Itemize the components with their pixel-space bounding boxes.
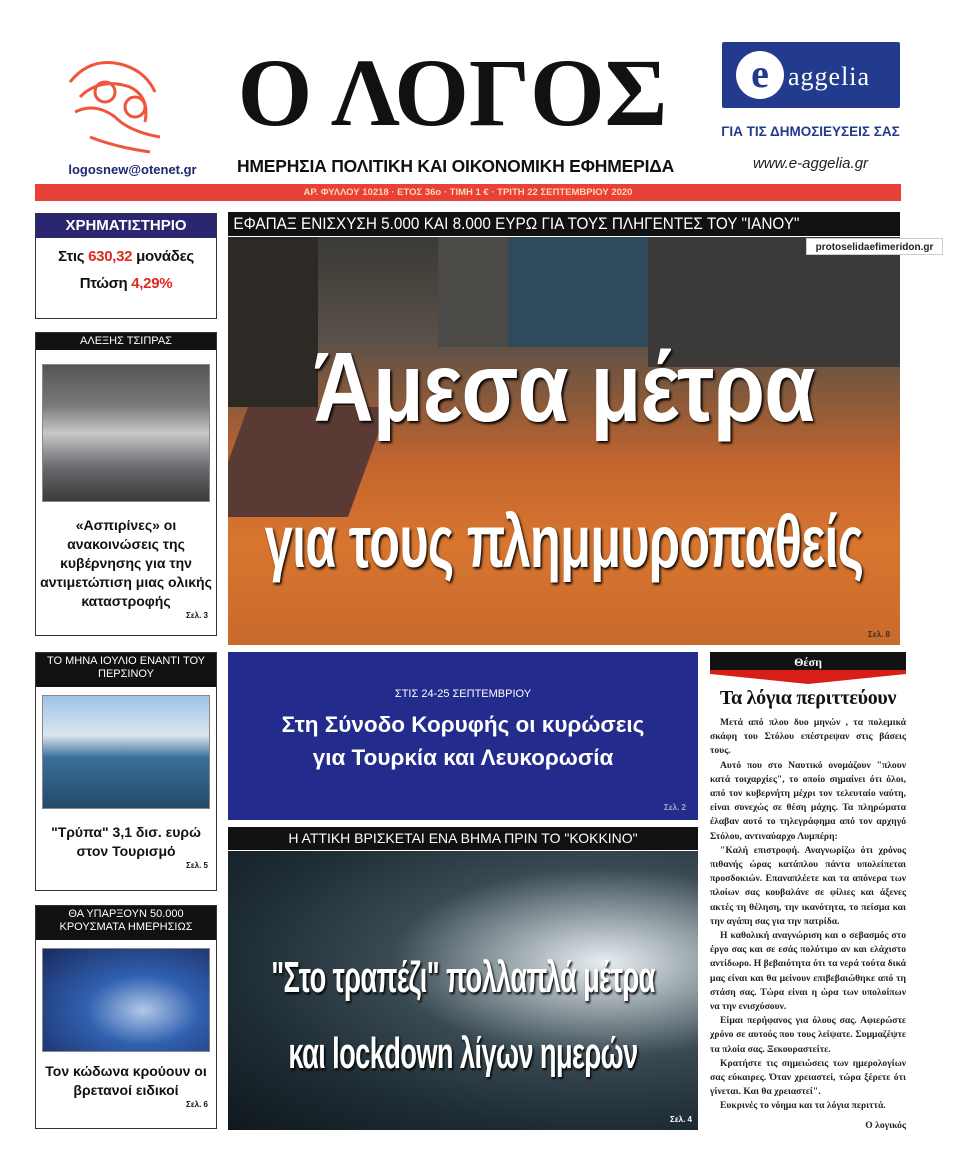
editorial-paragraph: Κρατήστε τις σημειώσεις των ημερολογίων σας εύκαιρες. Όταν χρειαστεί, τώρα ξέρετε ότι γίνεται. Και θα χρειαστεί". (710, 1057, 906, 1098)
editorial-title: Τα λόγια περιττεύουν (719, 687, 897, 709)
ad-tagline: ΓΙΑ ΤΙΣ ΔΗΜΟΣΙΕΥΣΕΙΣ ΣΑΣ (721, 124, 900, 139)
stock-market-box (35, 213, 217, 319)
tourism-photo (42, 695, 210, 809)
article-caption: "Τρύπα" 3,1 δισ. ευρώ στον Τουρισμό (51, 824, 201, 859)
editorial-paragraph: Ευκρινές το νόημα και τα λόγια περιττά. (720, 1100, 886, 1112)
editorial-paragraph: Είμαι περήφανος για όλους σας. Αφιερώστε χρόνο σε αυτούς που τους λείψατε. Συμμαζέψτε τα πλοία σας. Ξεκουραστείτε. (710, 1015, 906, 1055)
lead-kicker: ΕΦΑΠΑΞ ΕΝΙΣΧΥΣΗ 5.000 ΚΑΙ 8.000 ΕΥΡΩ ΓΙΑ ΤΟΥΣ ΠΛΗΓΕΝΤΕΣ ΤΟΥ "ΙΑΝΟΥ" (233, 214, 800, 233)
stock-change: 4,29% (131, 275, 173, 292)
contact-email: logosnew@otenet.gr (68, 162, 197, 177)
issue-info-bar: ΑΡ. ΦΥΛΛΟΥ 10218 · ΕΤΟΣ 36ο · ΤΙΜΗ 1 € · ΤΡΙΤΗ 22 ΣΕΠΤΕΜΒΡΙΟΥ 2020 (35, 184, 901, 201)
lead-headline-line1: Άμεσα μέτρα (313, 332, 815, 442)
eaggelia-ad-logo[interactable] (722, 42, 900, 108)
editorial-paragraph: "Καλή επιστροφή. Αναγνωρίζω ότι χρόνος πιθανής ώρας κατάπλου πάντα υπολείπεται προσδοκιών. Επαναπλέετε και τα απόνερα των πλοίων σας κουβαλάνε σε φίλιες και άξενες ακτές τη θέληση, την ικανότητα, το πείσμα και την αγάπη σας για την πατρίδα. (710, 844, 906, 927)
editorial-paragraph: Μετά από πλου δυο μηνών , τα πολεμικά σκάφη του Στόλου επέστρεψαν στις βάσεις τους. (710, 717, 906, 757)
stock-value-line (36, 248, 216, 265)
stock-prefix: Στις (58, 248, 89, 265)
stock-title: ΧΡΗΜΑΤΙΣΤΗΡΙΟ (36, 214, 216, 238)
lab-photo (42, 948, 210, 1052)
page-ref: Σελ. 4 (670, 1115, 692, 1124)
editorial-paragraph: Η καθολική αναγνώριση και ο σεβασμός στο έργο σας και σε εσάς πολύτιμο αν και ελάχιστο αντίδωρο. Η βεβαιότητα ότι τα νερά τούτα δικά μας είναι και θα μείνουν επιβεβαιώθηκε από τη στάση σας. Τώρα είναι η ώρα των υπολοίπων να την ενισχύσουν. (710, 930, 906, 1013)
masthead-title: Ο ΛΟΓΟΣ (237, 39, 668, 146)
stock-suffix: μονάδες (132, 248, 194, 265)
page-ref: Σελ. 3 (186, 611, 208, 620)
page-ref: Σελ. 2 (664, 803, 686, 812)
editorial-paragraph: Αυτό που στο Ναυτικό ονομάζουν "πλουν κατά τοιχαρχίες", το οποίο σημαίνει ότι όλοι, από τον κυβερνήτη μέχρι τον τελευταίο ναύτη, είναι συνεχώς σε θέση μάχης. Τα πληρώματα έλαβαν αυτό το τηλεγράφημα από τον αρχηγό Στόλου, αντιναύαρχο Λυμπέρη: (710, 759, 906, 842)
lead-article-flood-photo[interactable] (228, 237, 900, 645)
article-caption: «Ασπιρίνες» οι ανακοινώσεις της κυβέρνησης για την αντιμετώπιση μιας ολικής καταστροφής (40, 517, 212, 609)
masthead-subtitle: ΗΜΕΡΗΣΙΑ ΠΟΛΙΤΙΚΗ ΚΑΙ ΟΙΚΟΝΟΜΙΚΗ ΕΦΗΜΕΡΙΔΑ (236, 156, 675, 176)
covid-article-photo[interactable] (228, 851, 698, 1130)
summit-kicker: ΣΤΙΣ 24-25 ΣΕΠΤΕΜΒΡΙΟΥ (394, 688, 532, 700)
editorial-column (710, 652, 906, 1130)
lead-headline-line2: για τους πλημμυροπαθείς (264, 500, 864, 583)
page-ref: Σελ. 6 (186, 1100, 208, 1109)
covid-headline-line2: και lockdown λίγων ημερών (288, 1029, 638, 1078)
article-caption: Τον κώδωνα κρούουν οι βρετανοί ειδικοί (45, 1063, 207, 1098)
stock-change-line (36, 275, 216, 292)
article-kicker: ΘΑ ΥΠΑΡΞΟΥΝ 50.000 ΚΡΟΥΣΜΑΤΑ ΗΜΕΡΗΣΙΩΣ (36, 906, 216, 940)
e-logo-icon: e (736, 51, 784, 99)
page-ref: Σελ. 8 (868, 630, 890, 639)
article-kicker: ΑΛΕΞΗΣ ΤΣΙΠΡΑΣ (36, 333, 216, 350)
watermark: protoselidaefimeridon.gr (806, 238, 943, 255)
article-kicker: ΤΟ ΜΗΝΑ ΙΟΥΛΙΟ ΕΝΑΝΤΙ ΤΟΥ ΠΕΡΣΙΝΟΥ (36, 653, 216, 687)
editorial-section-label: Θέση (710, 652, 906, 674)
stock-change-label: Πτώση (79, 275, 132, 292)
lead-kicker-bar (228, 212, 900, 236)
summit-headline-line1: Στη Σύνοδο Κορυφής οι κυρώσεις (281, 712, 645, 737)
ad-url[interactable]: www.e-aggelia.gr (752, 155, 869, 172)
red-arrow-decoration (710, 674, 906, 684)
editorial-signature: Ο λογικός (865, 1119, 906, 1131)
newspaper-logo (60, 52, 178, 157)
stock-value: 630,32 (88, 248, 133, 265)
sidebar-article-tourism[interactable] (35, 652, 217, 891)
covid-headline-line1: "Στο τραπέζι" πολλαπλά μέτρα (271, 953, 655, 1002)
eaggelia-logo-text: aggelia (788, 62, 871, 91)
page-ref: Σελ. 5 (186, 861, 208, 870)
covid-kicker: Η ΑΤΤΙΚΗ ΒΡΙΣΚΕΤΑΙ ΕΝΑ ΒΗΜΑ ΠΡΙΝ ΤΟ "ΚΟΚΚΙΝΟ" (228, 827, 698, 850)
summit-article[interactable] (228, 652, 698, 820)
tsipras-photo (42, 364, 210, 502)
sidebar-article-uk-covid[interactable] (35, 905, 217, 1129)
summit-headline-line2: για Τουρκία και Λευκορωσία (312, 745, 614, 770)
sidebar-article-tsipras[interactable] (35, 332, 217, 636)
